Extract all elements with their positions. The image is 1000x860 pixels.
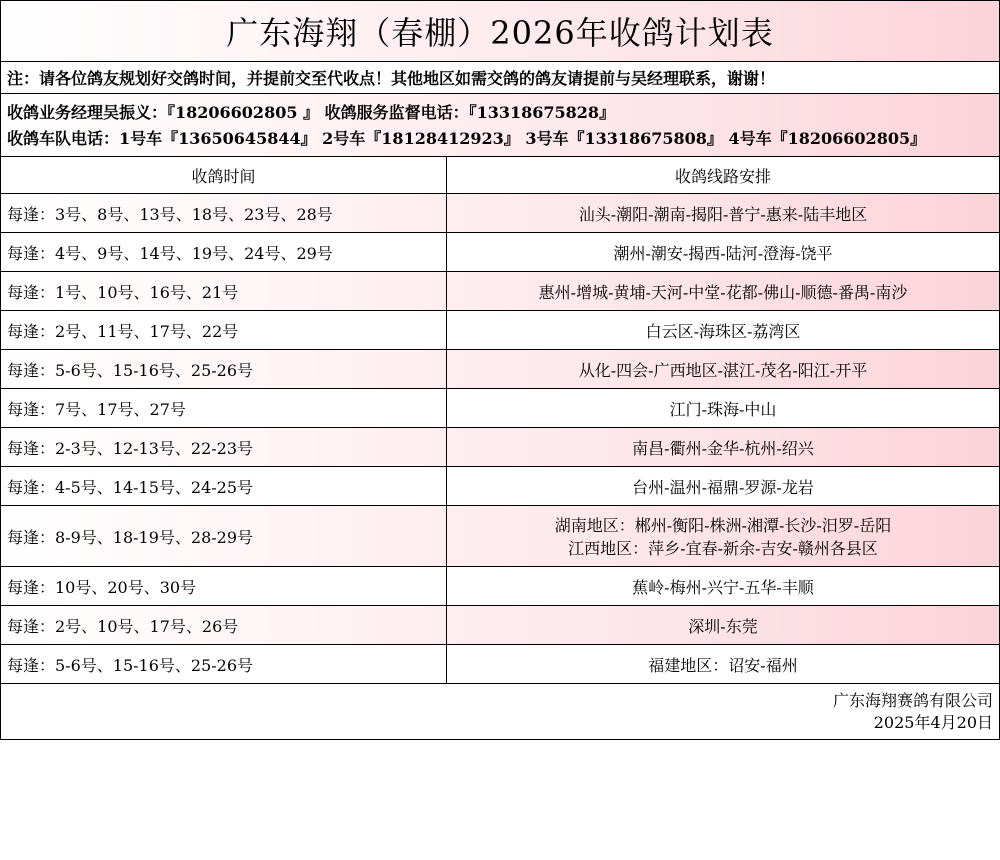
- collection-time-cell: 每逢：1号、10号、16号、21号: [1, 272, 447, 311]
- route-cell: [447, 506, 1000, 567]
- route-line: 潮州-潮安-揭西-陆河-澄海-饶平: [613, 243, 833, 263]
- route-line: 惠州-增城-黄埔-天河-中堂-花都-佛山-顺德-番禺-南沙: [538, 282, 908, 302]
- table-header-row: [1, 157, 999, 194]
- route-line: 福建地区：诏安-福州: [648, 655, 798, 675]
- route-cell: [447, 567, 1000, 606]
- route-line: 深圳-东莞: [688, 616, 758, 636]
- collection-time-cell: 每逢：10号、20号、30号: [1, 567, 447, 606]
- route-line: 汕头-潮阳-潮南-揭阳-普宁-惠来-陆丰地区: [578, 204, 868, 224]
- footer: [1, 683, 999, 739]
- table-row: [1, 272, 999, 311]
- table-row: [1, 506, 999, 567]
- table-row: [1, 194, 999, 233]
- route-cell: [447, 194, 1000, 233]
- header-route: 收鸽线路安排: [447, 157, 1000, 194]
- collection-time-cell: 每逢：2-3号、12-13号、22-23号: [1, 428, 447, 467]
- route-line: 白云区-海珠区-荔湾区: [645, 321, 801, 341]
- route-line: 从化-四会-广西地区-湛江-茂名-阳江-开平: [578, 360, 868, 380]
- notice-text: 注：请各位鸽友规划好交鸽时间，并提前交至代收点！其他地区如需交鸽的鸽友请提前与吴经理联系，谢谢！: [1, 61, 999, 93]
- route-line-secondary: 江西地区：萍乡-宜春-新余-吉安-赣州各县区: [568, 539, 878, 558]
- route-line: 南昌-衢州-金华-杭州-绍兴: [632, 438, 814, 458]
- header-time: 收鸽时间: [1, 157, 447, 194]
- route-cell: [447, 272, 1000, 311]
- route-line: 江门-珠海-中山: [669, 399, 777, 419]
- table-row: [1, 311, 999, 350]
- route-line: 蕉岭-梅州-兴宁-五华-丰顺: [632, 577, 814, 597]
- issue-date: 2025年4月20日: [873, 713, 993, 732]
- page-title: 广东海翔（春棚）2026年收鸽计划表: [1, 1, 999, 61]
- table-row: [1, 428, 999, 467]
- route-cell: [447, 311, 1000, 350]
- route-cell: [447, 428, 1000, 467]
- contact-line-vehicles: 收鸽车队电话：1号车『13650645844』 2号车『18128412923』 3号车『13318675808』 4号车『18206602805』: [7, 129, 927, 148]
- collection-time-cell: 每逢：5-6号、15-16号、25-26号: [1, 645, 447, 684]
- route-cell: [447, 350, 1000, 389]
- route-cell: [447, 606, 1000, 645]
- route-cell: [447, 233, 1000, 272]
- route-line: 湖南地区：郴州-衡阳-株洲-湘潭-长沙-汨罗-岳阳: [554, 516, 892, 535]
- route-cell: [447, 389, 1000, 428]
- collection-time-cell: 每逢：7号、17号、27号: [1, 389, 447, 428]
- collection-time-cell: 每逢：2号、10号、17号、26号: [1, 606, 447, 645]
- table-body: [1, 194, 999, 684]
- table-row: [1, 350, 999, 389]
- collection-time-cell: 每逢：8-9号、18-19号、28-29号: [1, 506, 447, 567]
- schedule-table: [1, 156, 999, 683]
- table-row: [1, 645, 999, 684]
- table-row: [1, 467, 999, 506]
- contacts-block: [1, 93, 999, 156]
- table-row: [1, 567, 999, 606]
- collection-time-cell: 每逢：5-6号、15-16号、25-26号: [1, 350, 447, 389]
- route-cell: [447, 645, 1000, 684]
- route-line: 台州-温州-福鼎-罗源-龙岩: [632, 477, 814, 497]
- collection-time-cell: 每逢：2号、11号、17号、22号: [1, 311, 447, 350]
- company-name: 广东海翔赛鸽有限公司: [832, 691, 993, 710]
- collection-time-cell: 每逢：4号、9号、14号、19号、24号、29号: [1, 233, 447, 272]
- contact-line-managers: 收鸽业务经理吴振义：『18206602805 』 收鸽服务监督电话：『13318675828』: [7, 103, 616, 122]
- table-row: [1, 389, 999, 428]
- table-row: [1, 606, 999, 645]
- table-row: [1, 233, 999, 272]
- collection-time-cell: 每逢：3号、8号、13号、18号、23号、28号: [1, 194, 447, 233]
- route-cell: [447, 467, 1000, 506]
- collection-time-cell: 每逢：4-5号、14-15号、24-25号: [1, 467, 447, 506]
